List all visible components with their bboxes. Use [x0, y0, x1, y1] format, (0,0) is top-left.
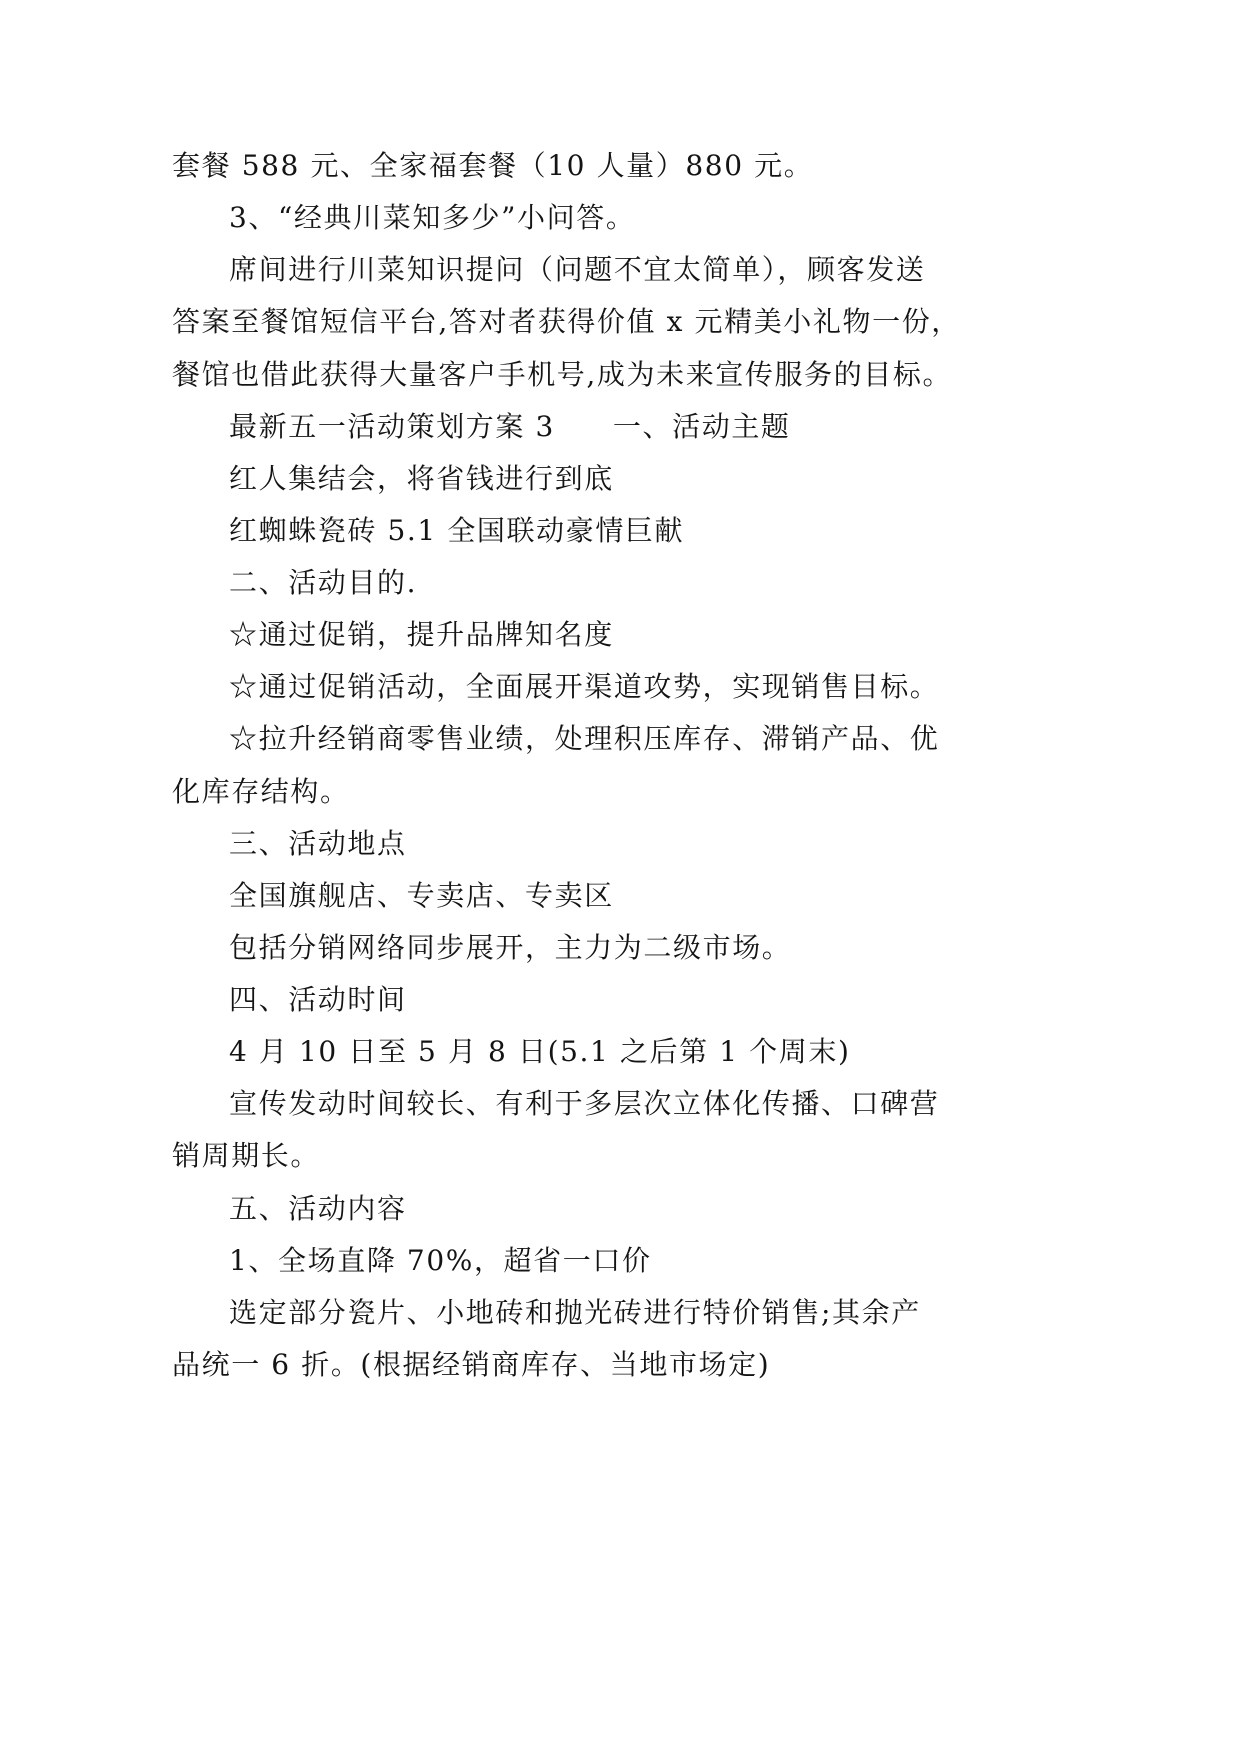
paragraph-line: 宣传发动时间较长、有利于多层次立体化传播、口碑营: [229, 1087, 940, 1121]
paragraph: [172, 505, 992, 557]
section-title: 最新五一活动策划方案 3: [229, 409, 555, 443]
paragraph: [172, 818, 992, 870]
paragraph: [172, 661, 992, 713]
paragraph-line: 答案至餐馆短信平台,答对者获得价值 x 元精美小礼物一份，: [172, 305, 961, 339]
section-heading-line: [172, 401, 992, 453]
paragraph-line: 二、活动目的.: [229, 566, 418, 599]
document-body: [172, 140, 992, 1391]
paragraph-line: 红人集结会，将省钱进行到底: [229, 461, 614, 495]
paragraph-line: 销周期长。: [172, 1139, 321, 1173]
paragraph: [172, 1287, 992, 1391]
paragraph-line: ☆通过促销，提升品牌知名度: [229, 618, 614, 652]
paragraph: [172, 192, 992, 244]
paragraph: [172, 1235, 992, 1287]
paragraph: [172, 140, 992, 192]
section-heading: [172, 401, 992, 453]
paragraph-line: 3、“经典川菜知多少”小问答。: [229, 201, 636, 235]
paragraph-line: 1、全场直降 70%，超省一口价: [229, 1243, 652, 1277]
paragraph: [172, 244, 992, 400]
paragraph: [172, 453, 992, 505]
section-first-item: 一、活动主题: [612, 409, 791, 443]
paragraph-line: 包括分销网络同步展开，主力为二级市场。: [229, 930, 792, 964]
paragraph-line: 五、活动内容: [229, 1191, 407, 1225]
paragraph: [172, 557, 992, 609]
paragraph-line: 4 月 10 日至 5 月 8 日(5.1 之后第 1 个周末): [229, 1035, 851, 1069]
paragraph: [172, 922, 992, 974]
paragraph-line: ☆拉升经销商零售业绩，处理积压库存、滞销产品、优: [229, 722, 940, 756]
paragraph-line: ☆通过促销活动，全面展开渠道攻势，实现销售目标。: [229, 670, 940, 704]
paragraph-line: 全国旗舰店、专卖店、专卖区: [229, 878, 614, 912]
paragraph: [172, 609, 992, 661]
paragraph-line: 套餐 588 元、全家福套餐（10 人量）880 元。: [172, 149, 814, 182]
paragraph-line: 四、活动时间: [229, 983, 407, 1016]
paragraph-line: 席间进行川菜知识提问（问题不宜太简单），顾客发送: [229, 253, 926, 287]
paragraph: [172, 713, 992, 817]
paragraph-line: 选定部分瓷片、小地砖和抛光砖进行特价销售;其余产: [229, 1295, 921, 1329]
paragraph-line: 品统一 6 折。(根据经销商库存、当地市场定): [172, 1347, 771, 1381]
paragraph: [172, 1026, 992, 1078]
paragraph: [172, 870, 992, 922]
paragraph: [172, 1183, 992, 1235]
paragraph-line: 红蜘蛛瓷砖 5.1 全国联动豪情巨献: [229, 513, 685, 547]
paragraph: [172, 1078, 992, 1182]
paragraph-line: 化库存结构。: [172, 774, 350, 808]
paragraph-line: 三、活动地点: [229, 826, 407, 860]
paragraph-line: 餐馆也借此获得大量客户手机号,成为未来宣传服务的目标。: [172, 357, 953, 391]
paragraph: [172, 974, 992, 1026]
